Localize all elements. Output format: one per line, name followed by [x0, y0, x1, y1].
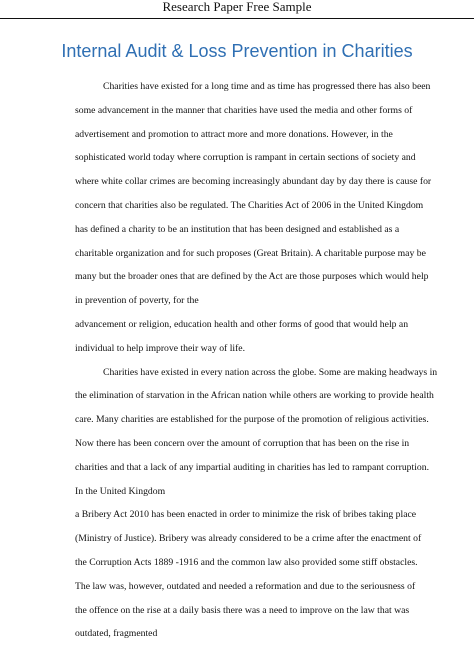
body-line: the offence on the rise at a daily basis there was a need to improve on the law that was: [75, 604, 410, 616]
header-rule: [0, 18, 474, 19]
body-line: in prevention of poverty, for the: [75, 295, 199, 307]
body-line: (Ministry of Justice). Bribery was already considered to be a crime after the enactment of: [75, 533, 422, 545]
body-line: Now there has been concern over the amount of corruption that has been on the rise in: [75, 437, 410, 449]
page-header: Research Paper Free Sample: [162, 0, 312, 14]
body-line: outdated, fragmented: [75, 628, 158, 640]
body-line: has defined a charity to be an institution that has been designed and established as a: [75, 223, 400, 235]
body-line: charities and that a lack of any impartial auditing in charities has led to rampant corruption.: [75, 461, 430, 473]
body-line: advertisement and promotion to attract more and more donations. However, in the: [75, 128, 393, 140]
document-title: Internal Audit & Loss Prevention in Charities: [61, 41, 413, 61]
body-line: where white collar crimes are becoming increasingly abundant day by day there is cause for: [75, 176, 432, 188]
body-line: some advancement in the manner that charities have used the media and other forms of: [75, 104, 413, 116]
body-line: individual to help improve their way of life.: [75, 342, 246, 354]
body-line: The law was, however, outdated and needed a reformation and due to the seriousness of: [75, 580, 416, 592]
body-line: the Corruption Acts 1889 -1916 and the common law also provided some stiff obstacles.: [75, 556, 418, 568]
body-line: concern that charities also be regulated. The Charities Act of 2006 in the United Kingdom: [75, 199, 424, 211]
body-line: charitable organization and for such proposes (Great Britain). A charitable purpose may be: [75, 247, 426, 259]
body-line: Charities have existed in every nation across the globe. Some are making headways in: [103, 366, 438, 378]
body-line: Charities have existed for a long time and as time has progressed there has also been: [103, 81, 431, 92]
document-body: [75, 75, 443, 646]
body-line: In the United Kingdom: [75, 485, 166, 497]
body-line: advancement or religion, education health and other forms of good that would help an: [75, 318, 409, 330]
body-line: a Bribery Act 2010 has been enacted in order to minimize the risk of bribes taking place: [75, 509, 417, 521]
body-line: the elimination of starvation in the African nation while others are working to provide health: [75, 390, 434, 402]
body-line: care. Many charities are established for the purpose of the promotion of religious activities.: [75, 414, 429, 426]
body-line: many but the broader ones that are defined by the Act are those purposes which would help: [75, 271, 429, 283]
body-line: sophisticated world today where corruption is rampant in certain sections of society and: [75, 152, 416, 164]
